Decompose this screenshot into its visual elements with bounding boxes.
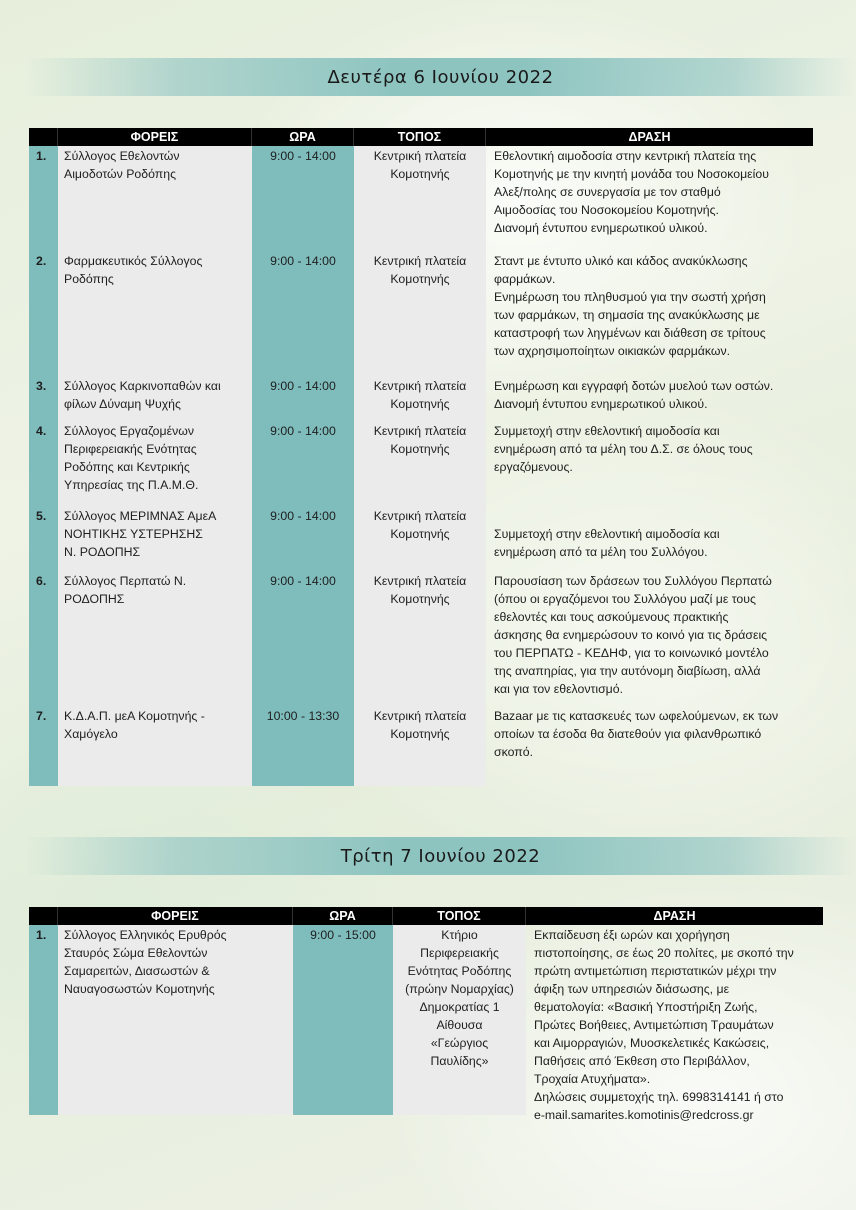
organization-cell-line: Υπηρεσίας της Π.Α.Μ.Θ. <box>64 478 199 492</box>
table-row <box>29 706 813 786</box>
action-cell-line: πρώτη αντιμετώπιση περιστατικών μέχρι την <box>534 964 777 978</box>
place-cell-line: Ενότητας Ροδόπης <box>407 964 512 978</box>
place-cell-line: Παυλίδης» <box>430 1054 489 1068</box>
time-cell: 10:00 - 13:30 <box>252 706 354 786</box>
place-cell-line: Κεντρική πλατεία <box>373 379 467 393</box>
action-cell-line: Bazaar με τις κατασκευές των ωφελούμενων, εκ των <box>494 709 779 723</box>
organization-cell-line: Σταυρός Σώμα Εθελοντών <box>64 946 208 960</box>
action-cell <box>486 421 813 506</box>
row-number: 6. <box>29 571 58 706</box>
action-cell-line: Ενημέρωση του πληθυσμού για την σωστή χρήση <box>494 290 766 304</box>
action-cell-line: οποίων τα έσοδα θα διατεθούν για φιλανθρωπικό <box>494 727 762 741</box>
table-row <box>29 925 823 1122</box>
action-cell-line: Παρουσίαση των δράσεων του Συλλόγου Περπατώ <box>494 574 772 588</box>
header-time: ΩΡΑ <box>252 128 354 146</box>
action-cell <box>486 706 813 786</box>
action-cell-line: άσκησης θα ενημερώσουν το κοινό για τις δράσεις <box>494 628 768 642</box>
action-cell-line: Σταντ με έντυπο υλικό και κάδος ανακύκλωσης <box>494 254 748 268</box>
organization-cell-line: φίλων Δύναμη Ψυχής <box>64 397 181 411</box>
action-cell <box>486 506 813 571</box>
organization-cell <box>58 146 252 251</box>
action-cell-line: καταστροφή των ληγμένων και διάθεση σε τρίτους <box>494 326 766 340</box>
action-cell-line: φαρμάκων. <box>494 272 556 286</box>
header-action: ΔΡΑΣΗ <box>653 909 696 923</box>
organization-cell-line: Ροδόπης και Κεντρικής <box>64 460 190 474</box>
action-cell-line: Τροχαία Ατυχήματα». <box>534 1072 651 1086</box>
header-org: ΦΟΡΕΙΣ <box>58 907 293 925</box>
time-cell: 9:00 - 14:00 <box>252 251 354 376</box>
organization-cell-line: Σύλλογος Ελληνικός Ερυθρός <box>64 928 227 942</box>
table-body <box>29 925 823 1122</box>
place-cell-line: Δημοκρατίας 1 <box>419 1000 500 1014</box>
organization-cell-line: Ναυαγοσωστών Κομοτηνής <box>64 982 215 996</box>
place-cell-line: Περιφερειακής <box>420 946 499 960</box>
organization-cell <box>58 421 252 506</box>
organization-cell-line: Ροδόπης <box>64 272 114 286</box>
action-cell-line: άφιξη των υπηρεσιών διάσωσης, με <box>534 982 730 996</box>
place-cell-line: (πρώην Νομαρχίας) <box>405 982 514 996</box>
place-cell <box>354 421 486 506</box>
action-cell-line: Πρώτες Βοήθειες, Αντιμετώπιση Τραυμάτων <box>534 1018 774 1032</box>
time-cell: 9:00 - 14:00 <box>252 571 354 706</box>
place-cell <box>354 706 486 786</box>
action-cell-line <box>494 507 809 525</box>
place-cell-line: Κεντρική πλατεία <box>373 254 467 268</box>
action-cell <box>486 376 813 421</box>
header-time: ΩΡΑ <box>293 907 393 925</box>
date-title: Δευτέρα 6 Ιουνίου 2022 <box>327 66 554 88</box>
place-cell-line: Κεντρική πλατεία <box>373 709 467 723</box>
organization-cell-line: Σύλλογος Καρκινοπαθών και <box>64 379 221 393</box>
time-cell: 9:00 - 14:00 <box>252 376 354 421</box>
header-action: ΔΡΑΣΗ <box>628 130 671 144</box>
header-org: ΦΟΡΕΙΣ <box>58 128 252 146</box>
place-cell-line: Κομοτηνής <box>390 167 450 181</box>
table-header <box>29 907 823 925</box>
action-cell-line: Διανομή έντυπου ενημερωτικού υλικού. <box>494 221 708 235</box>
action-cell-line: Αιμοδοσίας του Νοσοκομείου Κομοτηνής. <box>494 203 719 217</box>
action-cell-line: ενημέρωση από τα μέλη του Δ.Σ. σε όλους τους <box>494 442 753 456</box>
organization-cell-line: Σύλλογος Περπατώ Ν. <box>64 574 187 588</box>
schedule-table-monday <box>29 128 813 786</box>
table-row <box>29 146 813 251</box>
time-cell: 9:00 - 15:00 <box>293 925 393 1115</box>
place-cell-line: Κομοτηνής <box>390 592 450 606</box>
date-banner-monday <box>25 58 856 96</box>
date-title: Τρίτη 7 Ιουνίου 2022 <box>340 845 541 867</box>
organization-cell-line: Αιμοδοτών Ροδόπης <box>64 167 177 181</box>
action-cell-line: Διανομή έντυπου ενημερωτικού υλικού. <box>494 397 708 411</box>
action-cell-line: του ΠΕΡΠΑΤΩ - ΚΕΔΗΦ, για το κοινωνικό μοντέλο <box>494 646 769 660</box>
table-row <box>29 506 813 571</box>
organization-cell-line: Σαμαρειτών, Διασωστών & <box>64 964 210 978</box>
action-cell-line: Αλεξ/πολης σε συνεργασία με τον σταθμό <box>494 185 721 199</box>
place-cell-line: Κεντρική πλατεία <box>373 574 467 588</box>
place-cell-line: Κομοτηνής <box>390 272 450 286</box>
action-cell-line: Παθήσεις από Έκθεση στο Περιβάλλον, <box>534 1054 750 1068</box>
place-cell-line: Κομοτηνής <box>390 527 450 541</box>
action-cell-line: e-mail.samarites.komotinis@redcross.gr <box>534 1108 754 1122</box>
action-cell-line: των αχρησιμοποίητων οικιακών φαρμάκων. <box>494 344 731 358</box>
place-cell-line: Αίθουσα <box>436 1018 483 1032</box>
action-cell-line: (όπου οι εργαζόμενοι του Συλλόγου μαζί με τους <box>494 592 756 606</box>
action-cell-line: της αναπηρίας, για την αυτόνομη διαβίωση, αλλά <box>494 664 761 678</box>
time-cell: 9:00 - 14:00 <box>252 146 354 251</box>
action-cell-line: Δηλώσεις συμμετοχής τηλ. 6998314141 ή στο <box>534 1090 784 1104</box>
organization-cell-line: Κ.Δ.Α.Π. μεΑ Κομοτηνής - <box>64 709 205 723</box>
row-number: 3. <box>29 376 58 421</box>
organization-cell <box>58 506 252 571</box>
action-cell-line: των φαρμάκων, τη σημασία της ανακύκλωσης με <box>494 308 760 322</box>
action-cell-line: πιστοποίησης, σε έως 20 πολίτες, με σκοπό την <box>534 946 794 960</box>
action-cell-line: Εκπαίδευση έξι ωρών και χορήγηση <box>534 928 730 942</box>
action-cell-line: Συμμετοχή στην εθελοντική αιμοδοσία και <box>494 527 720 541</box>
place-cell <box>354 571 486 706</box>
organization-cell <box>58 376 252 421</box>
header-num <box>29 907 58 925</box>
row-number: 1. <box>29 146 58 251</box>
organization-cell <box>58 925 293 1115</box>
table-row <box>29 376 813 421</box>
table-row <box>29 251 813 376</box>
place-cell-line: Κεντρική πλατεία <box>373 424 467 438</box>
place-cell-line: Κομοτηνής <box>390 442 450 456</box>
place-cell <box>354 251 486 376</box>
place-cell-line: Κομοτηνής <box>390 727 450 741</box>
action-cell-line: Συμμετοχή στην εθελοντική αιμοδοσία και <box>494 424 720 438</box>
row-number: 5. <box>29 506 58 571</box>
row-number: 4. <box>29 421 58 506</box>
action-cell-line: ενημέρωση από τα μέλη του Συλλόγου. <box>494 545 708 559</box>
header-place: ΤΟΠΟΣ <box>393 907 526 925</box>
organization-cell-line: Σύλλογος Εργαζομένων <box>64 424 194 438</box>
place-cell <box>354 146 486 251</box>
organization-cell-line: ΝΟΗΤΙΚΗΣ ΥΣΤΕΡΗΣΗΣ <box>64 527 203 541</box>
organization-cell-line: Περιφερειακής Ενότητας <box>64 442 197 456</box>
place-cell <box>354 506 486 571</box>
organization-cell-line: Σύλλογος ΜΕΡΙΜΝΑΣ ΑμεΑ <box>64 509 217 523</box>
place-cell-line: «Γεώργιος <box>430 1036 489 1050</box>
header-place: ΤΟΠΟΣ <box>354 128 486 146</box>
place-cell-line: Κομοτηνής <box>390 397 450 411</box>
table-row <box>29 421 813 506</box>
date-banner-tuesday <box>25 837 856 875</box>
organization-cell-line: Ν. ΡΟΔΟΠΗΣ <box>64 545 141 559</box>
organization-cell-line: Φαρμακευτικός Σύλλογος <box>64 254 203 268</box>
action-cell <box>486 146 813 251</box>
organization-cell-line: Σύλλογος Εθελοντών <box>64 149 180 163</box>
action-cell-line: και για τον εθελοντισμό. <box>494 682 624 696</box>
organization-cell <box>58 571 252 706</box>
place-cell <box>354 376 486 421</box>
row-number: 1. <box>29 925 58 1115</box>
time-cell: 9:00 - 14:00 <box>252 421 354 506</box>
row-number: 2. <box>29 251 58 376</box>
place-cell <box>393 925 526 1115</box>
time-cell: 9:00 - 14:00 <box>252 506 354 571</box>
organization-cell-line: Χαμόγελο <box>64 727 118 741</box>
place-cell-line: Κτήριο <box>441 928 478 942</box>
action-cell-line: Ενημέρωση και εγγραφή δοτών μυελού των οστών. <box>494 379 774 393</box>
header-num <box>29 128 58 146</box>
organization-cell <box>58 251 252 376</box>
place-cell-line: Κεντρική πλατεία <box>373 149 467 163</box>
organization-cell-line: ΡΟΔΟΠΗΣ <box>64 592 125 606</box>
table-header <box>29 128 813 146</box>
action-cell-line: και Αιμορραγιών, Μυοσκελετικές Κακώσεις, <box>534 1036 770 1050</box>
action-cell-line: Εθελοντική αιμοδοσία στην κεντρική πλατεία της <box>494 149 757 163</box>
organization-cell <box>58 706 252 786</box>
action-cell <box>526 925 823 1122</box>
row-number: 7. <box>29 706 58 786</box>
action-cell-line: εθελοντές και τους ασκούμενους πρακτικής <box>494 610 729 624</box>
action-cell-line: σκοπό. <box>494 745 533 759</box>
action-cell-line: εργαζόμενους. <box>494 460 573 474</box>
table-row <box>29 571 813 706</box>
table-body <box>29 146 813 786</box>
action-cell-line: Κομοτηνής με την κινητή μονάδα του Νοσοκομείου <box>494 167 769 181</box>
schedule-table-tuesday <box>29 907 823 1122</box>
action-cell-line: θεματολογία: «Βασική Υποστήριξη Ζωής, <box>534 1000 758 1014</box>
action-cell <box>486 571 813 706</box>
action-cell <box>486 251 813 376</box>
place-cell-line: Κεντρική πλατεία <box>373 509 467 523</box>
